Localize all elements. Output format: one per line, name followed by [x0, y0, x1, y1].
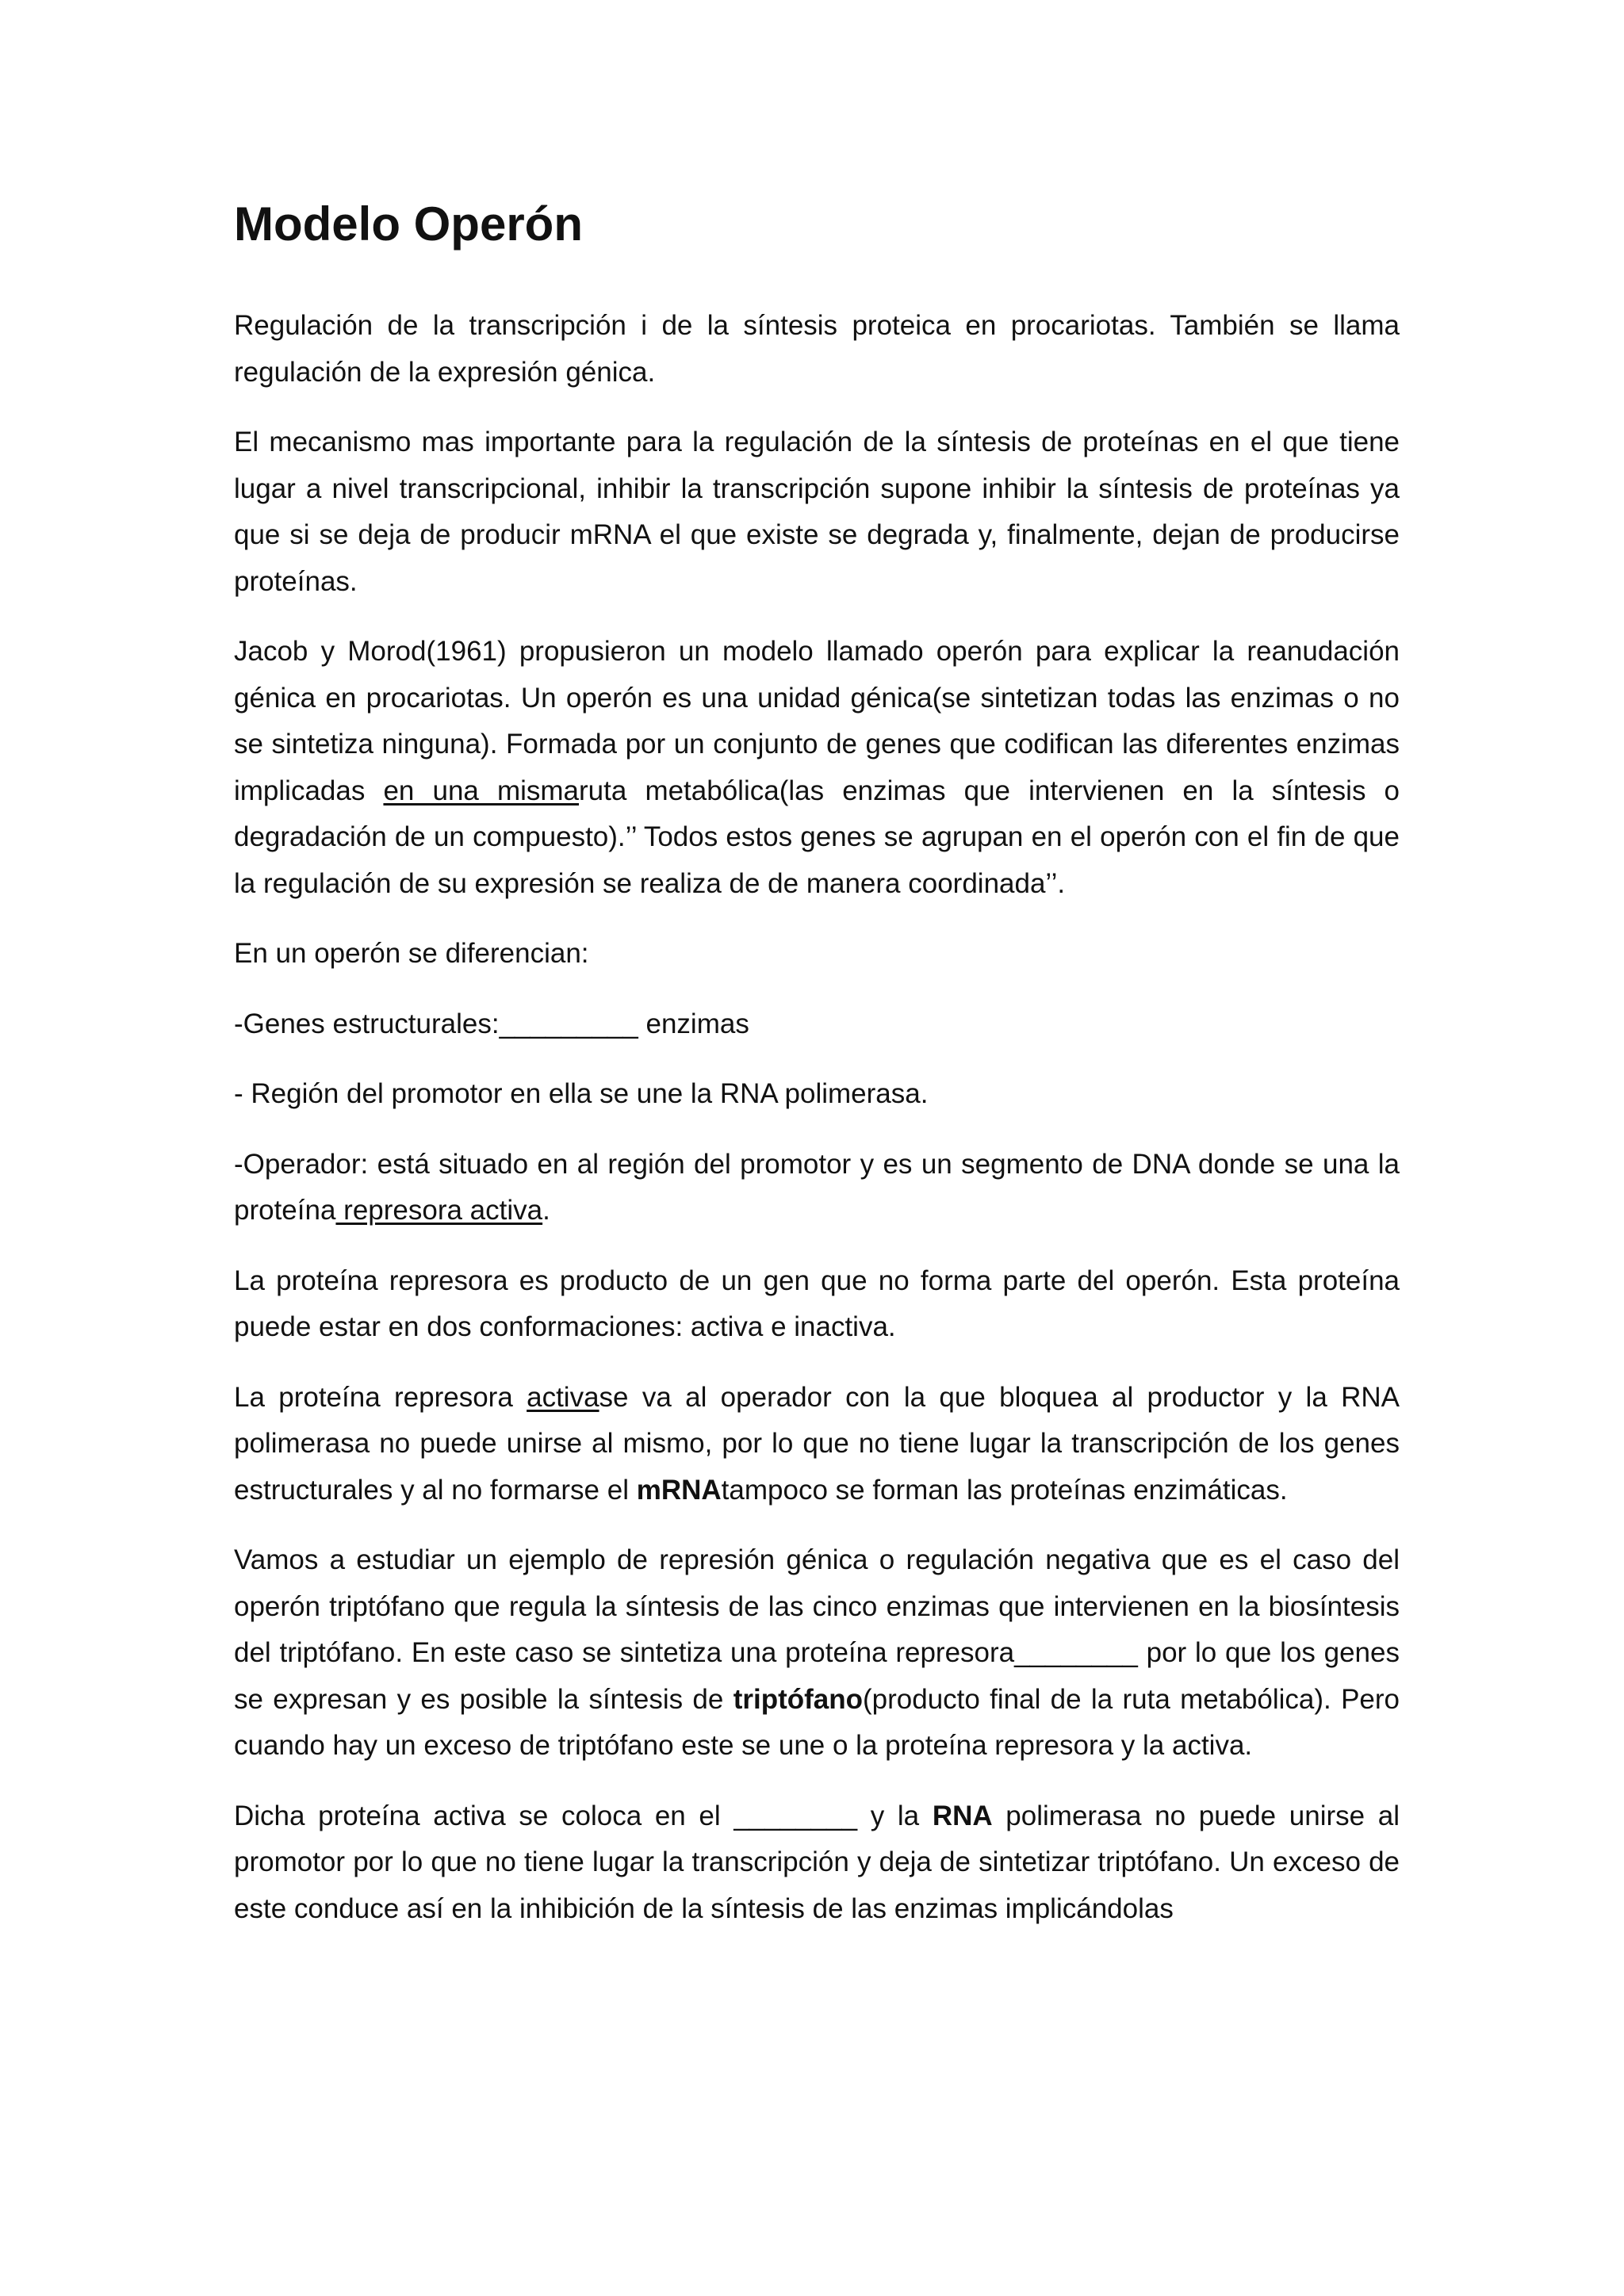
underlined-text: en una misma — [383, 775, 580, 806]
paragraph-mechanism: El mecanismo mas importante para la regulación de la síntesis de proteínas en el que tiene lugar a nivel transcripcional, inhibir la transcripción supone inhibir la síntesis de proteínas ya que si se deja de producir mRNA el que existe se degrada y, finalmente, dejan de producirse proteínas. — [234, 427, 1400, 597]
bold-text: mRNA — [636, 1474, 722, 1506]
paragraph-active-protein — [234, 1793, 1400, 1933]
paragraph-active-repressor — [234, 1375, 1400, 1514]
text-segment: La proteína represora — [234, 1381, 527, 1413]
text-segment: polimerasa no puede unirse al promotor por lo que no tiene lugar la transcripción y deja de sintetizar triptófano. Un exceso de este conduce así en la inhibición de la síntesis de las enzimas implicándolas — [234, 1800, 1400, 1924]
list-item-structural-genes: -Genes estructurales:_________ enzimas — [234, 1008, 749, 1039]
text-segment: -Operador: está situado en al región del promotor y es un segmento de DNA donde se una la proteína — [234, 1148, 1400, 1226]
document-page — [234, 198, 1400, 1956]
text-segment: . — [542, 1195, 550, 1226]
text-segment: tampoco se forman las proteínas enzimáticas. — [721, 1474, 1288, 1506]
list-item-operator — [234, 1142, 1400, 1234]
list-item-promoter: - Región del promotor en ella se une la RNA polimerasa. — [234, 1078, 929, 1109]
paragraph-repressor-protein: La proteína represora es producto de un gen que no forma parte del operón. Esta proteína puede estar en dos conformaciones: activa e inactiva. — [234, 1265, 1400, 1342]
text-segment: Dicha proteína activa se coloca en el ________ y la — [234, 1800, 933, 1831]
text-segment: se va al operador con la que bloquea al productor y la RNA polimerasa no puede unirse al mismo, por lo que no tiene lugar la transcripción de los genes estructurales y al no formarse el — [234, 1381, 1400, 1506]
page-title: Modelo Operón — [234, 197, 583, 251]
paragraph-operon-parts-intro: En un operón se diferencian: — [234, 938, 589, 969]
text-segment: (producto final de la ruta metabólica). Pero cuando hay un exceso de triptófano este se une o la proteína represora y la activa. — [234, 1683, 1400, 1761]
paragraph-tryptophan-operon — [234, 1537, 1400, 1770]
underlined-text: activa — [527, 1381, 599, 1413]
text-segment: Jacob y Morod(1961) propusieron un modelo llamado operón para explicar la reanudación génica en procariotas. Un operón es una unidad génica(se sintetizan todas las enzimas o no se sintetiza ninguna). Formada por un conjunto de genes que codifican las diferentes enzimas implicadas — [234, 636, 1400, 806]
underlined-text: represora activa — [335, 1195, 543, 1226]
bold-text: triptófano — [733, 1683, 863, 1715]
paragraph-intro: Regulación de la transcripción i de la síntesis proteica en procariotas. También se llama regulación de la expresión génica. — [234, 310, 1400, 388]
text-segment: Vamos a estudiar un ejemplo de represión génica o regulación negativa que es el caso del operón triptófano que regula la síntesis de las cinco enzimas que intervienen en la biosíntesis del triptófano. En este caso se sintetiza una proteína represora________ por lo que los genes se expresan y es posible la síntesis de — [234, 1544, 1400, 1715]
bold-text: RNA — [932, 1800, 993, 1831]
text-segment: ruta metabólica(las enzimas que intervienen en la síntesis o degradación de un compuesto).’’ Todos estos genes se agrupan en el operón con el fin de que la regulación de su expresión se realiza de de manera coordinada’’. — [234, 775, 1400, 899]
paragraph-jacob-monod — [234, 629, 1400, 907]
